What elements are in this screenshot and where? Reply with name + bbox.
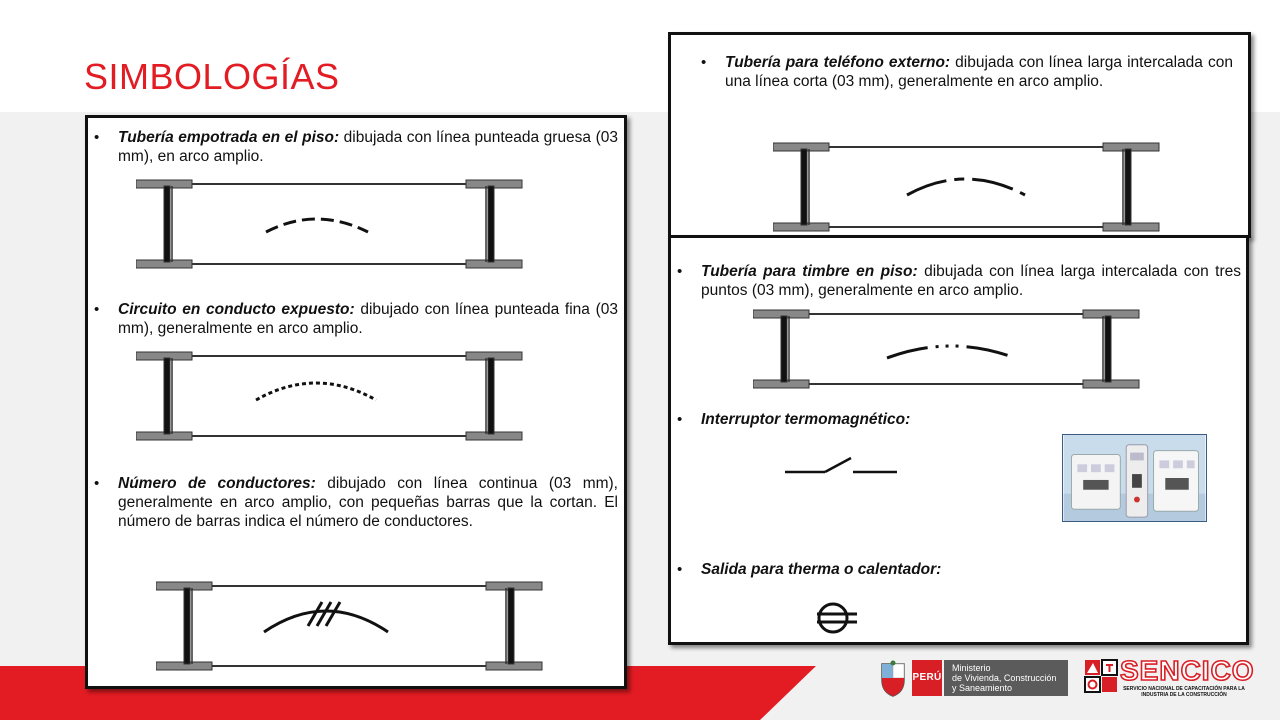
conduit-frame	[136, 180, 522, 268]
breaker-unit-3	[1154, 451, 1199, 512]
sencico-subtitle: SERVICIO NACIONAL DE CAPACITACIÓN PARA LA INDUSTRIA DE LA CONSTRUCCIÓN	[1123, 686, 1245, 698]
conduit-frame	[156, 582, 542, 670]
symbol-diagram-circuito-expuesto	[136, 348, 526, 444]
item-term: Tubería para timbre en piso:	[701, 263, 918, 280]
breaker-unit-1	[1071, 455, 1120, 510]
ministry-line: de Vivienda, Construcción	[952, 673, 1057, 683]
slide-title: SIMBOLOGÍAS	[84, 56, 340, 97]
peru-label: PERÚ	[912, 660, 942, 696]
top-right-symbols-panel	[668, 32, 1251, 238]
ministry-line: Ministerio	[952, 663, 991, 673]
bullet: •	[677, 411, 683, 428]
list-item-salida-therma	[673, 560, 1241, 579]
ministry-name	[944, 660, 1068, 696]
arc-thick-dashed-symbol	[266, 219, 368, 232]
item-description: dibujada con línea larga intercalada con tres puntos (03 mm), generalmente en arco amplio.	[701, 263, 1242, 299]
item-description: dibujada con línea punteada gruesa (03 mm), en arco amplio.	[118, 129, 618, 165]
item-description: dibujada con línea larga intercalada con una línea corta (03 mm), generalmente en arco amplio.	[725, 54, 1233, 90]
sencico-wordmark: SENCICO	[1120, 655, 1255, 686]
list-item-tuberia-telefono	[697, 53, 1233, 91]
arc-long-three-dots-symbol	[887, 346, 1015, 358]
breaker-unit-2	[1126, 445, 1148, 517]
sencico-emblem-icon	[1084, 658, 1118, 696]
bullet: •	[94, 129, 100, 146]
left-symbols-panel	[85, 115, 627, 689]
item-description: dibujado con línea punteada fina (03 mm), generalmente en arco amplio.	[118, 301, 619, 337]
symbol-diagram-tuberia-timbre	[753, 306, 1143, 392]
bullet: •	[94, 301, 100, 318]
item-term: Número de conductores:	[118, 475, 316, 492]
item-term: Tubería para teléfono externo:	[725, 54, 951, 71]
bullet: •	[677, 263, 683, 280]
bullet: •	[677, 561, 683, 578]
footer-logos	[872, 656, 1272, 704]
conductor-bars	[308, 602, 340, 626]
arc-solid-symbol	[264, 611, 388, 632]
breaker-switch-symbol	[781, 450, 901, 480]
arc-fine-dotted-symbol	[256, 383, 376, 400]
list-item-tuberia-empotrada	[90, 128, 618, 166]
list-item-numero-conductores	[90, 474, 618, 531]
list-item-circuito-expuesto	[90, 300, 618, 338]
symbol-diagram-tuberia-empotrada	[136, 176, 526, 272]
ministry-line: y Saneamiento	[952, 683, 1013, 693]
water-heater-outlet-symbol	[811, 600, 859, 636]
item-term: Tubería empotrada en el piso:	[118, 129, 340, 146]
item-term: Interruptor termomagnético:	[701, 411, 911, 428]
arc-long-short-dash-symbol	[907, 179, 1025, 195]
list-item-interruptor	[673, 410, 1241, 429]
list-item-tuberia-timbre	[673, 262, 1241, 300]
symbol-diagram-tuberia-telefono	[773, 139, 1163, 235]
item-term: Circuito en conducto expuesto:	[118, 301, 355, 318]
item-description: dibujado con línea continua (03 mm), generalmente en arco amplio, con pequeñas barras que la cortan. El número de barras indica el número de conductores.	[118, 475, 618, 530]
item-term: Salida para therma o calentador:	[701, 561, 942, 578]
conduit-frame	[136, 352, 522, 440]
bullet: •	[701, 54, 707, 71]
peru-coat-of-arms-icon	[878, 660, 908, 698]
circuit-breaker-photo	[1062, 434, 1207, 522]
bullet: •	[94, 475, 100, 492]
conduit-frame	[753, 310, 1139, 388]
symbol-diagram-numero-conductores	[156, 578, 546, 674]
conduit-frame	[773, 143, 1159, 231]
bottom-right-symbols-panel	[668, 235, 1249, 645]
